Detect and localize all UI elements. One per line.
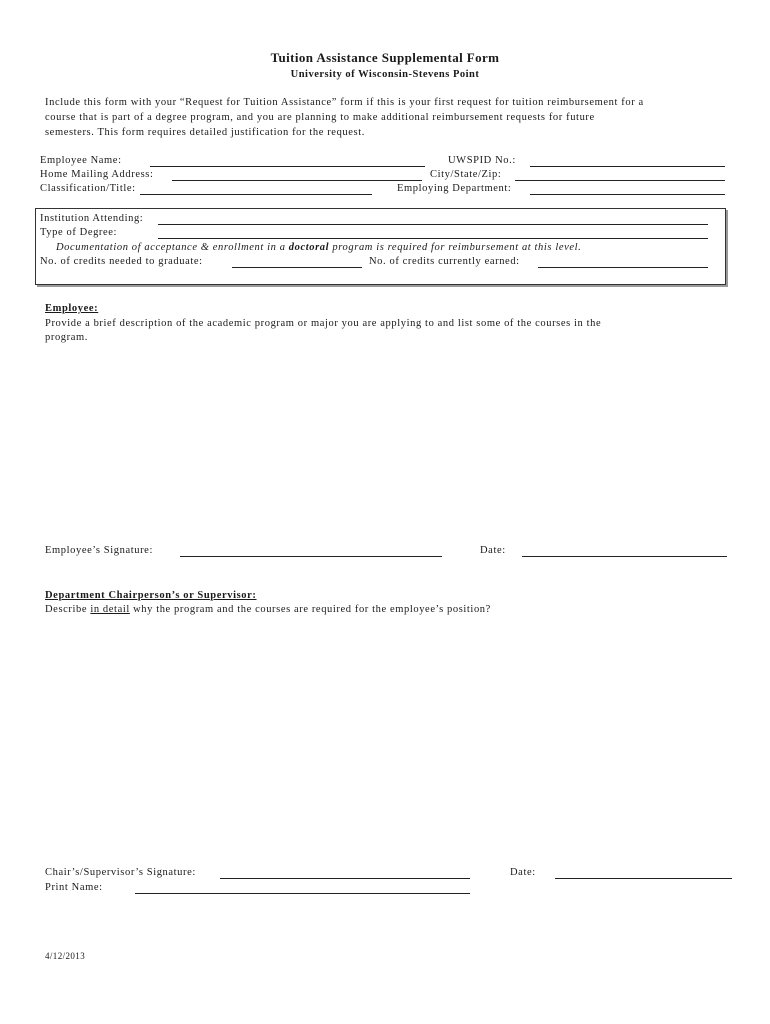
supervisor-date-label: Date: <box>510 867 536 878</box>
employee-date-label: Date: <box>480 545 506 556</box>
supervisor-signature-label: Chair’s/Supervisor’s Signature: <box>45 867 196 878</box>
credits-needed-label: No. of credits needed to graduate: <box>40 256 203 267</box>
employee-signature-label: Employee’s Signature: <box>45 545 153 556</box>
city-state-zip-label: City/State/Zip: <box>430 169 502 180</box>
city-state-zip-field[interactable] <box>515 180 725 181</box>
supervisor-description-area[interactable] <box>45 622 725 852</box>
institution-field[interactable] <box>158 224 708 225</box>
degree-label: Type of Degree: <box>40 227 118 238</box>
supervisor-prompt: Describe in detail why the program and the courses are required for the employee’s position? <box>45 604 491 615</box>
home-address-label: Home Mailing Address: <box>40 169 154 180</box>
print-name-label: Print Name: <box>45 882 103 893</box>
employee-name-field[interactable] <box>150 166 425 167</box>
employee-date-field[interactable] <box>522 556 727 557</box>
credits-earned-label: No. of credits currently earned: <box>369 256 520 267</box>
employee-description-area[interactable] <box>45 350 725 530</box>
employee-name-label: Employee Name: <box>40 155 122 166</box>
supervisor-section-heading: Department Chairperson’s or Supervisor: <box>45 590 257 601</box>
credits-earned-field[interactable] <box>538 267 708 268</box>
classification-field[interactable] <box>140 194 372 195</box>
form-subtitle: University of Wisconsin-Stevens Point <box>290 69 480 80</box>
institution-label: Institution Attending: <box>40 213 144 224</box>
employee-signature-field[interactable] <box>180 556 442 557</box>
supervisor-signature-field[interactable] <box>220 878 470 879</box>
credits-needed-field[interactable] <box>232 267 362 268</box>
intro-line-1: Include this form with your “Request for Tuition Assistance” form if this is your first request for tuition reimbursement for a <box>45 97 644 108</box>
intro-line-3: semesters. This form requires detailed justification for the request. <box>45 127 365 138</box>
intro-line-2: course that is part of a degree program, and you are planning to make additional reimbursement requests for future <box>45 112 595 123</box>
degree-field[interactable] <box>158 238 708 239</box>
employee-prompt-line-1: Provide a brief description of the academic program or major you are applying to and list some of the courses in the <box>45 318 602 329</box>
employee-section-heading: Employee: <box>45 303 99 314</box>
form-title: Tuition Assistance Supplemental Form <box>270 50 500 65</box>
home-address-field[interactable] <box>172 180 422 181</box>
uwspid-label: UWSPID No.: <box>448 155 516 166</box>
print-name-field[interactable] <box>135 893 470 894</box>
doctoral-note: Documentation of acceptance & enrollment in a doctoral program is required for reimbursement at this level. <box>56 242 582 253</box>
classification-label: Classification/Title: <box>40 183 136 194</box>
uwspid-field[interactable] <box>530 166 725 167</box>
revision-date: 4/12/2013 <box>45 951 86 961</box>
employing-dept-field[interactable] <box>530 194 725 195</box>
employee-prompt-line-2: program. <box>45 332 88 343</box>
supervisor-date-field[interactable] <box>555 878 732 879</box>
employing-dept-label: Employing Department: <box>397 183 512 194</box>
